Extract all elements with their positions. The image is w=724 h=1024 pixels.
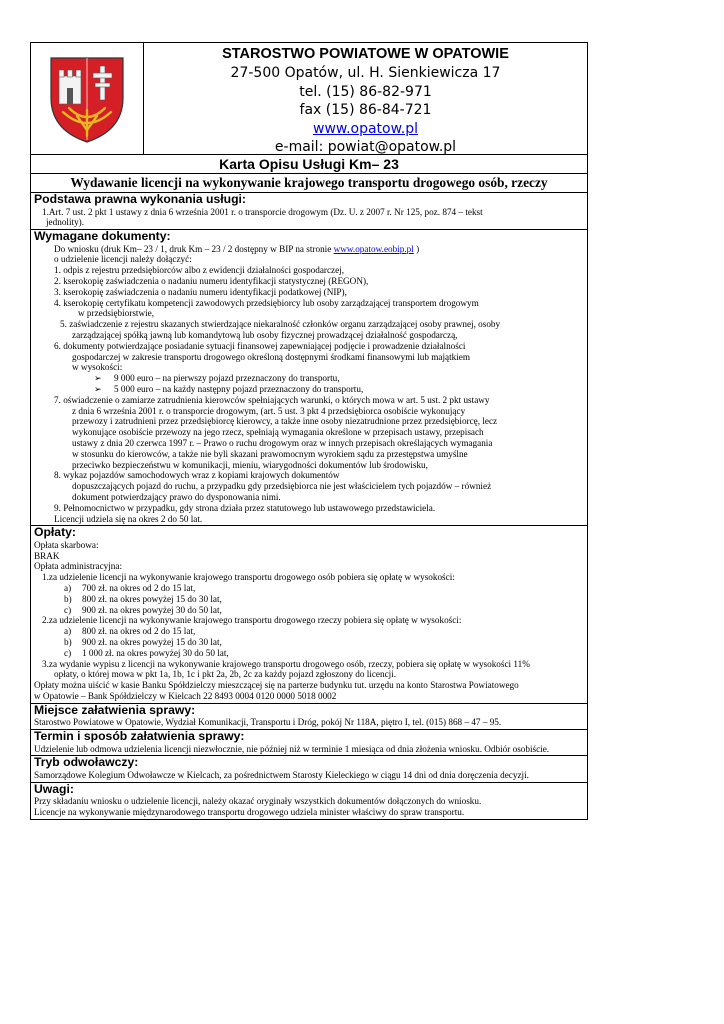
- notes-section: [31, 783, 587, 819]
- contact-block: [144, 43, 587, 154]
- document-item: 2. kserokopię zaświadczenia o nadaniu numeru identyfikacji statystycznej (REGON),: [54, 275, 369, 286]
- document-item: 1. odpis z rejestru przedsiębiorców albo z ewidencji działalności gospodarczej,: [54, 265, 345, 276]
- document-item-cont: w wysokości:: [72, 362, 123, 373]
- document-item: 6. dokumenty potwierdzające posiadanie sytuacji finansowej zapewniającej podjęcie i prowadzenie działalności: [54, 340, 466, 351]
- document-item-cont: przewozy i zatrudnieni przez przedsiębiorcę kierowcy, a także inne osoby niezatrudnione przez przedsiębiorcę, lecz: [72, 416, 498, 427]
- document-item-cont: zarządzającej spółką jawną lub komandytową lub osoby fizycznej prowadzącej działalność gospodarczą,: [72, 329, 458, 340]
- amount-bullet-text: 9 000 euro – na pierwszy pojazd przeznaczony do transportu,: [114, 373, 340, 384]
- deadline-text: Udzielenie lub odmowa udzielenia licencji niezwłocznie, nie później niż w terminie 1 miesiąca od dnia złożenia wniosku. Odbiór osobiście.: [34, 743, 550, 754]
- documents-intro-2: o udzielenie licencji należy dołączyć:: [54, 254, 192, 265]
- appeal-heading: Tryb odwoławczy:: [34, 755, 139, 770]
- website-link[interactable]: www.opatow.pl: [313, 120, 418, 137]
- fee-subitem-text: 800 zł. na okres od 2 do 15 lat,: [82, 626, 196, 637]
- office-name: STAROSTWO POWIATOWE W OPATOWIE: [222, 46, 509, 62]
- service-card: [30, 42, 588, 820]
- fee-item: 3.za wydanie wypisu z licencji na wykonywanie krajowego transportu drogowego osób, rzeczy, pobiera się opłatę w wysokości 11%: [42, 658, 530, 669]
- coat-of-arms-icon: [47, 54, 127, 144]
- document-item-cont: wykonujące osobiście przewozy na jego rzecz, spełniają wymagania określone w przepisach ustawy, przepisach: [72, 427, 484, 438]
- fee-subitem: [34, 594, 584, 605]
- fee-subitem-key: a): [64, 583, 72, 593]
- bip-link[interactable]: www.opatow.eobip.pl: [333, 243, 414, 254]
- note-text: Przy składaniu wniosku o udzielenie licencji, należy okazać oryginały wszystkich dokumentów dołączonych do wniosku.: [34, 796, 482, 807]
- place-text: Starostwo Powiatowe w Opatowie, Wydział Komunikacji, Transportu i Dróg, pokój Nr 118A, piętro I, tel. (015) 868 – 47 – 95.: [34, 717, 502, 728]
- office-address: 27-500 Opatów, ul. H. Sienkiewicza 17: [230, 65, 501, 81]
- fees-section: [31, 526, 587, 703]
- document-item-cont: gospodarczej w zakresie transportu drogowego określoną dostępnymi środkami finansowymi lub majątkiem: [72, 351, 471, 362]
- documents-section: [31, 230, 587, 526]
- fee-item-cont: opłaty, o której mowa w pkt 1a, 1b, 1c i pkt 2a, 2b, 2c za każdy pojazd zgłoszony do licencji.: [54, 669, 397, 680]
- fee-subitem: [34, 605, 584, 616]
- document-item: 7. oświadczenie o zamiarze zatrudnienia kierowców spełniających warunki, o których mowa w art. 5 ust. 2 pkt ustawy: [54, 394, 490, 405]
- deadline-heading: Termin i sposób załatwienia sprawy:: [34, 729, 245, 744]
- documents-intro-text: Do wniosku (druk Km– 23 / 1, druk Km – 23 / 2 dostępny w BIP na stronie: [54, 243, 334, 254]
- document-item-cont: przeciwko bezpieczeństwu w komunikacji, mieniu, wiarygodności dokumentów lub środowisku,: [72, 459, 428, 470]
- notes-heading: Uwagi:: [34, 781, 74, 796]
- fees-heading: Opłaty:: [34, 525, 76, 540]
- legal-basis-heading: Podstawa prawna wykonania usługi:: [34, 192, 246, 206]
- fee-subitem-text: 1 000 zł. na okres powyżej 30 do 50 lat,: [82, 647, 229, 658]
- fee-subitem: [34, 583, 584, 594]
- document-item-cont: dokument potwierdzający prawo do dysponowania nimi.: [72, 491, 281, 502]
- fee-subitem-key: a): [64, 626, 72, 637]
- fee-subitem: [34, 637, 584, 648]
- document-item: 3. kserokopię zaświadczenia o nadaniu numeru identyfikacji podatkowej (NIP),: [54, 286, 347, 297]
- document-item: 8. wykaz pojazdów samochodowych wraz z kopiami krajowych dokumentów: [54, 470, 340, 481]
- fee-item: 2.za udzielenie licencji na wykonywanie krajowego transportu drogowego rzeczy pobiera się opłatę w wysokości:: [42, 615, 462, 626]
- documents-intro-tail: ): [413, 243, 420, 254]
- license-validity: Licencji udziela się na okres 2 do 50 lat.: [54, 513, 203, 524]
- payment-info: Opłaty można uiścić w kasie Banku Spółdzielczy mieszczącej się na parterze budynku tut. urzędu na konto Starostwa Powiatowego: [34, 680, 519, 691]
- legal-basis-section: [31, 193, 587, 230]
- fee-item: 1.za udzielenie licencji na wykonywanie krajowego transportu drogowego osób pobiera się opłatę w wysokości:: [42, 572, 455, 583]
- legal-basis-line: jednolity).: [46, 217, 85, 228]
- note-text: Licencje na wykonywanie międzynarodowego transportu drogowego udziela minister właściwy do spraw transportu.: [34, 806, 465, 817]
- fee-subitem: [34, 626, 584, 637]
- amount-bullet: [34, 384, 584, 395]
- place-heading: Miejsce załatwienia sprawy:: [34, 702, 196, 717]
- document-item-cont: w przedsiębiorstwie,: [78, 308, 155, 319]
- fee-subitem-text: 900 zł. na okres powyżej 30 do 50 lat,: [82, 604, 222, 615]
- amount-bullet: [34, 373, 584, 384]
- document-item-cont: dopuszczających pojazd do ruchu, a przypadku gdy przedsiębiorca nie jest właścicielem tych pojazdów – również: [72, 481, 492, 492]
- crest-cell: [31, 43, 144, 154]
- place-section: [31, 704, 587, 730]
- fee-subitem-key: b): [64, 636, 72, 647]
- document-item: 5. zaświadczenie z rejestru skazanych stwierdzające niekaralność członków organu zarządzającej osoby prawnej, osoby: [60, 319, 501, 330]
- admin-fee-label: Opłata administracyjna:: [34, 561, 123, 572]
- document-item: 9. Pełnomocnictwo w przypadku, gdy strona działa przez statutowego lub ustawowego przedstawiciela.: [54, 502, 436, 513]
- office-fax: fax (15) 86-84-721: [299, 102, 432, 119]
- service-subtitle: Wydawanie licencji na wykonywanie krajowego transportu drogowego osób, rzeczy: [31, 174, 587, 193]
- fee-subitem-text: 800 zł. na okres powyżej 15 do 30 lat,: [82, 593, 222, 604]
- fee-subitem-text: 700 zł. na okres od 2 do 15 lat,: [82, 583, 196, 593]
- deadline-section: [31, 730, 587, 756]
- document-item-cont: z dnia 6 września 2001 r. o transporcie drogowym, (art. 5 ust. 3 pkt 4 przedsiębiorca osobiście wykonujący: [72, 405, 466, 416]
- documents-heading: Wymagane dokumenty:: [34, 229, 171, 244]
- stamp-fee-value: BRAK: [34, 550, 60, 561]
- card-title: Karta Opisu Usługi Km– 23: [31, 155, 587, 174]
- arrow-bullet-icon: ➢: [94, 383, 102, 394]
- legal-basis-line: 1.Art. 7 ust. 2 pkt 1 ustawy z dnia 6 września 2001 r. o transporcie drogowym (Dz. U. z 2007 r. Nr 125, poz. 874 – tekst: [42, 206, 483, 217]
- amount-bullet-text: 5 000 euro – na każdy następny pojazd przeznaczony do transportu,: [114, 383, 364, 394]
- document-item-cont: ustawy z dnia 20 czerwca 1997 r. – Prawo o ruchu drogowym oraz w innych przepisach określających wymagania: [72, 437, 493, 448]
- appeal-text: Samorządowe Kolegium Odwoławcze w Kielcach, za pośrednictwem Starosty Kieleckiego w ciągu 14 dni od dnia doręczenia decyzji.: [34, 769, 529, 780]
- stamp-fee-label: Opłata skarbowa:: [34, 539, 99, 550]
- fee-subitem-key: b): [64, 593, 72, 604]
- documents-intro: [34, 244, 584, 255]
- office-email: e-mail: powiat@opatow.pl: [274, 139, 457, 156]
- document-item: 4. kserokopię certyfikatu kompetencji zawodowych przedsiębiorcy lub osoby zarządzającej transportem drogowym: [54, 297, 479, 308]
- payment-info: w Opatowie – Bank Spółdzielczy w Kielcach 22 8493 0004 0120 0000 5018 0002: [34, 690, 337, 701]
- office-phone: tel. (15) 86-82-971: [299, 83, 432, 100]
- appeal-section: [31, 756, 587, 782]
- fee-subitem: [34, 648, 584, 659]
- fee-subitem-key: c): [64, 647, 72, 658]
- fee-subitem-key: c): [64, 604, 72, 615]
- arrow-bullet-icon: ➢: [94, 373, 102, 384]
- document-item-cont: w stosunku do kierowców, a także nie byli skazani prawomocnym wyrokiem sądu za przestępstwa umyślne: [72, 448, 468, 459]
- fee-subitem-text: 900 zł. na okres powyżej 15 do 30 lat,: [82, 636, 222, 647]
- header: [31, 43, 587, 155]
